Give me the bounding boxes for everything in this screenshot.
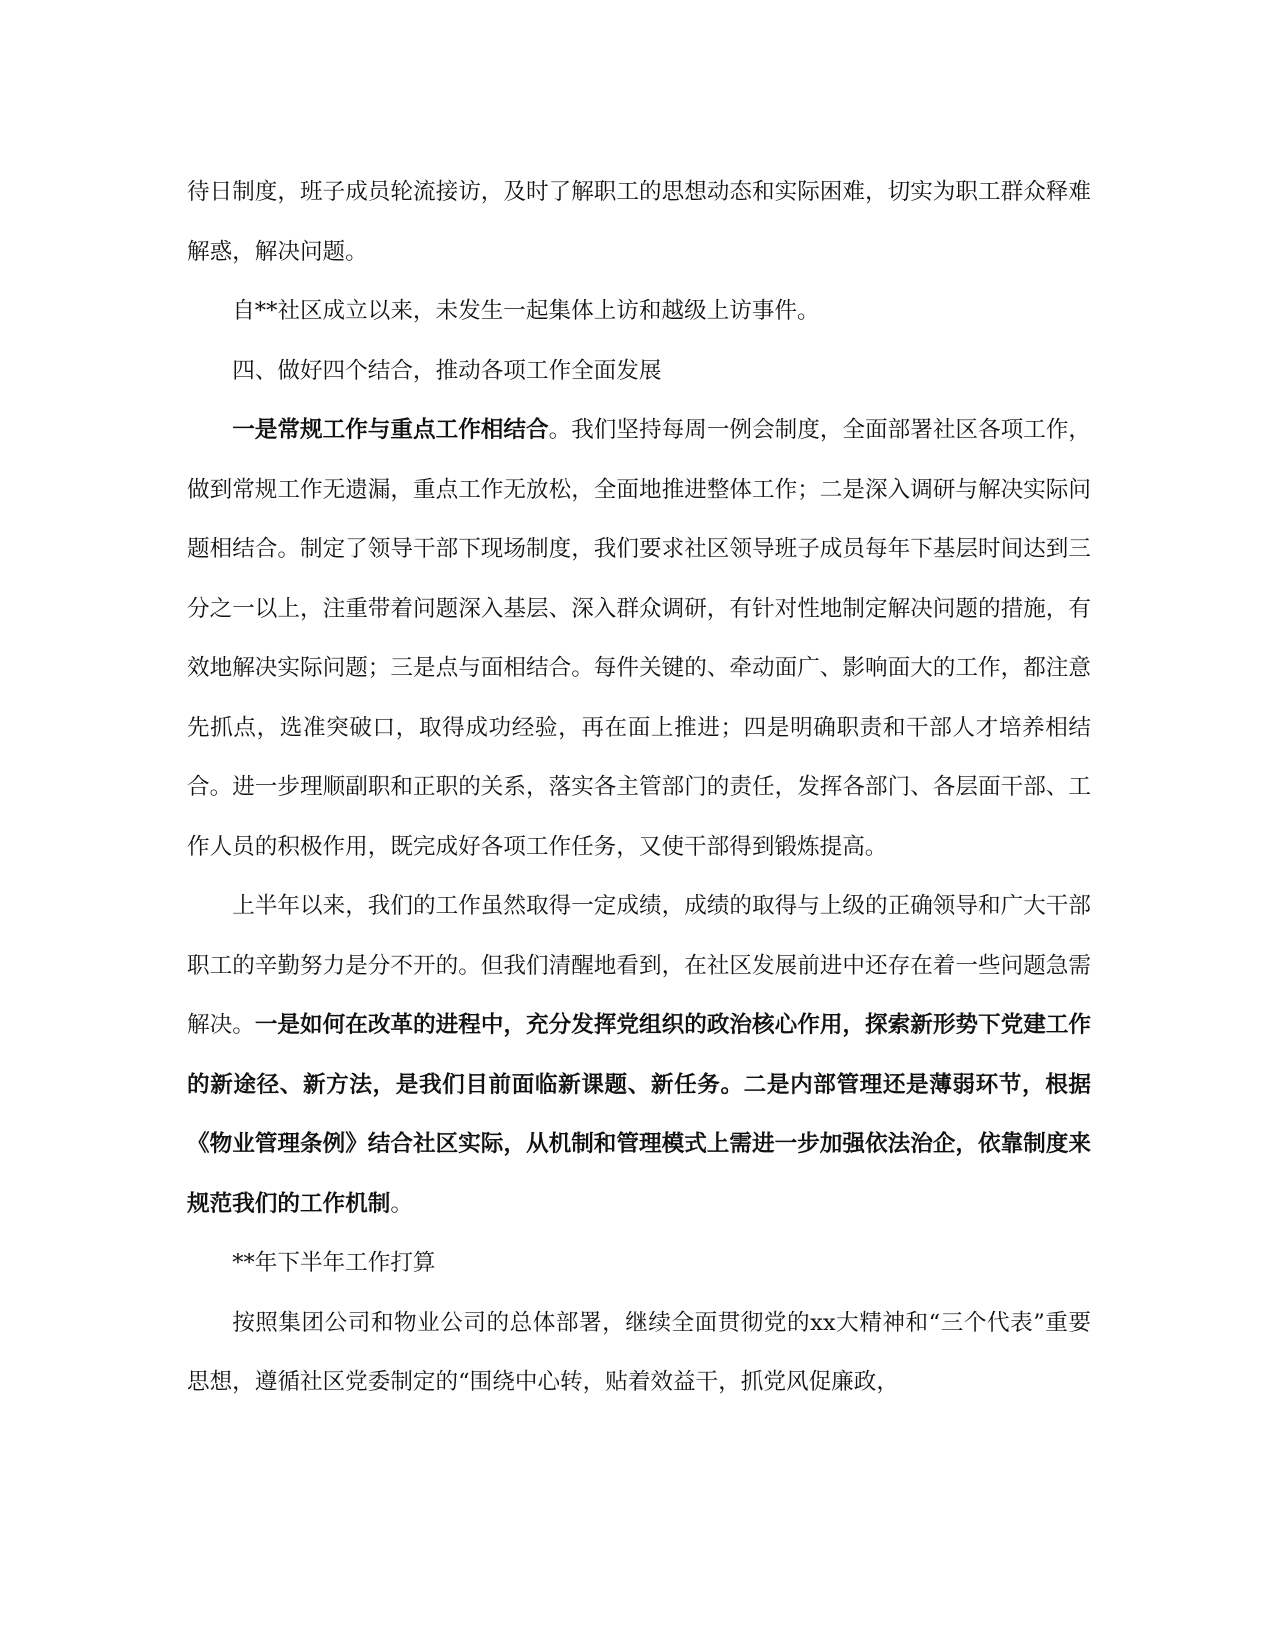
bold-text-run: 一是常规工作与重点工作相结合	[232, 417, 549, 443]
text-run: 按照集团公司和物业公司的总体部署，继续全面贯彻党的xx大精神和“三个代表”重要思想，遵循社区党委制定的“围绕中心转，贴着效益干，抓党风促廉政，	[187, 1309, 1091, 1395]
subheading	[187, 1234, 1091, 1294]
section-heading	[187, 342, 1091, 402]
paragraph-4	[187, 401, 1091, 877]
paragraph-7	[187, 1294, 1091, 1413]
paragraph-5	[187, 877, 1091, 1234]
paragraph-1	[187, 163, 1091, 282]
text-run: 。	[390, 1190, 413, 1217]
bold-text-run: 一是如何在改革的进程中，充分发挥党组织的政治核心作用，探索新形势下党建工作的新途径、新方法，是我们目前面临新课题、新任务。二是内部管理还是薄弱环节，根据《物业管理条例》结合社区实际，从机制和管理模式上需进一步加强依法治企，依靠制度来规范我们的工作机制	[187, 1012, 1092, 1217]
text-run: 自**社区成立以来，未发生一起集体上访和越级上访事件。	[232, 298, 820, 324]
text-run: **年下半年工作打算	[232, 1250, 436, 1276]
text-run: 上半年以来，我们的工作虽然取得一定成绩，成绩的取得与上级的正确领导和广大干部职工的辛勤努力是分不开的。但我们清醒地看到，在社区发展前进中还存在着一些问题急需解决。	[187, 893, 1091, 1038]
text-run: 四、做好四个结合，推动各项工作全面发展	[232, 357, 662, 384]
document-body	[187, 163, 1091, 1413]
paragraph-2	[187, 282, 1091, 342]
text-run: 待日制度，班子成员轮流接访，及时了解职工的思想动态和实际困难，切实为职工群众释难解惑，解决问题。	[187, 179, 1091, 265]
text-run: 。我们坚持每周一例会制度，全面部署社区各项工作，做到常规工作无遗漏，重点工作无放松，全面地推进整体工作；二是深入调研与解决实际问题相结合。制定了领导干部下现场制度，我们要求社区领导班子成员每年下基层时间达到三分之一以上，注重带着问题深入基层、深入群众调研，有针对性地制定解决问题的措施，有效地解决实际问题；三是点与面相结合。每件关键的、牵动面广、影响面大的工作，都注意先抓点，选准突破口，取得成功经验，再在面上推进；四是明确职责和干部人才培养相结合。进一步理顺副职和正职的关系，落实各主管部门的责任，发挥各部门、各层面干部、工作人员的积极作用，既完成好各项工作任务，又使干部得到锻炼提高。	[187, 417, 1092, 860]
